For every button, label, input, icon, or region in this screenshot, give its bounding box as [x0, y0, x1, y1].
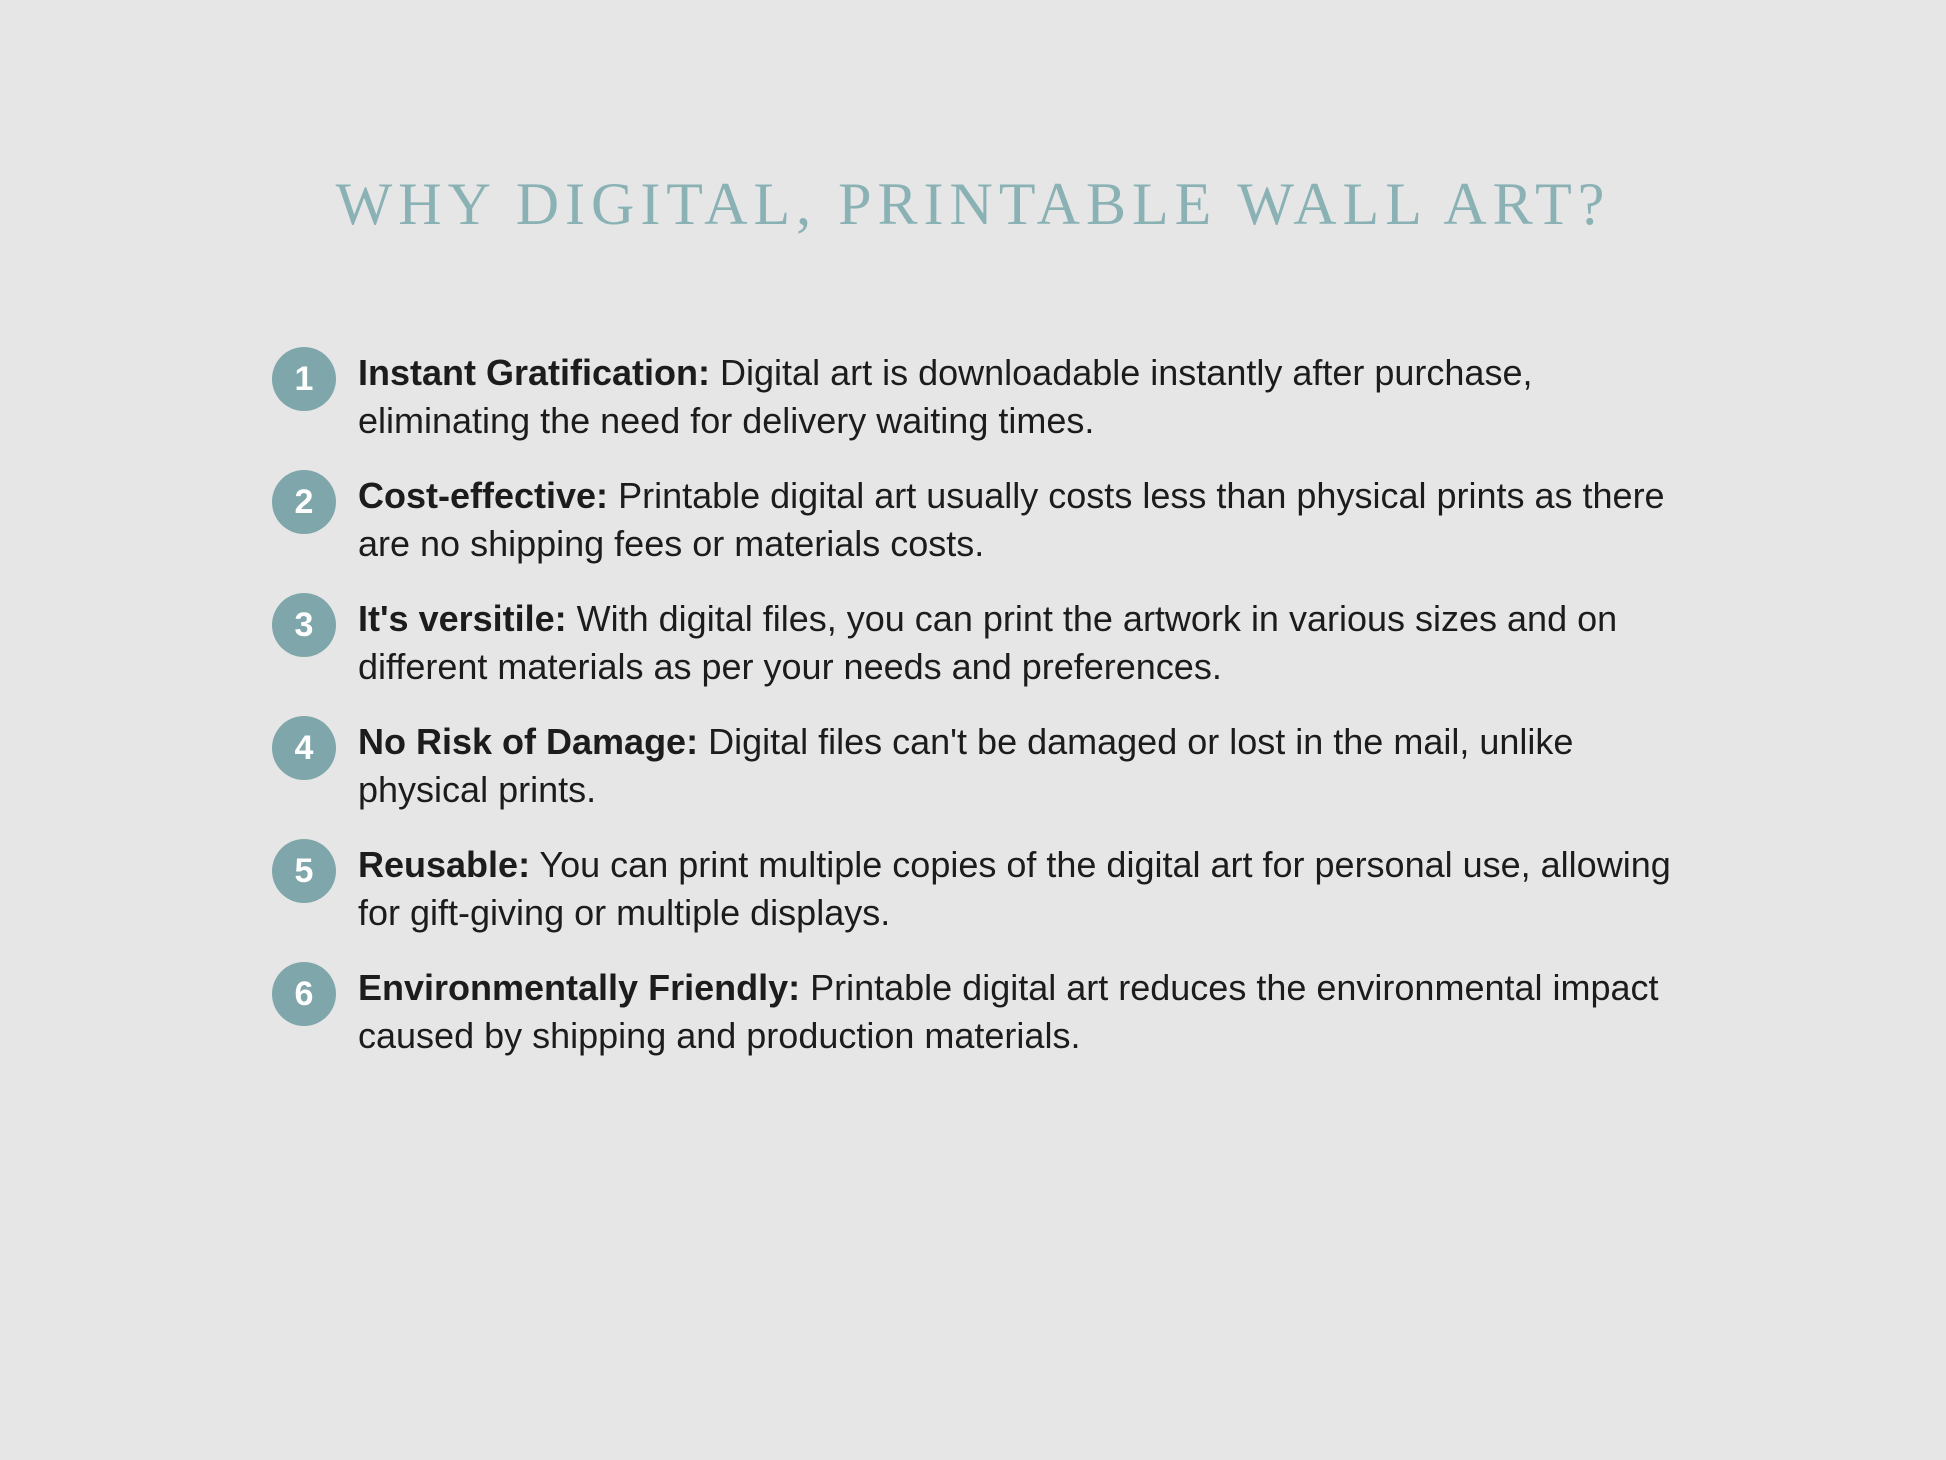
- item-text: [358, 714, 1692, 813]
- item-lead: Reusable:: [358, 844, 531, 886]
- item-body: Digital art is downloadable instantly after purchase, eliminating the need for delivery waiting times.: [358, 352, 1533, 441]
- item-number-badge: 5: [272, 839, 336, 903]
- item-lead: Environmentally Friendly:: [358, 967, 801, 1009]
- list-item: [272, 714, 1692, 813]
- item-lead: No Risk of Damage:: [358, 721, 699, 763]
- item-body: Digital files can't be damaged or lost in the mail, unlike physical prints.: [358, 721, 1574, 810]
- item-body: Printable digital art reduces the environmental impact caused by shipping and production materials.: [358, 967, 1659, 1056]
- item-lead: Instant Gratification:: [358, 352, 711, 393]
- item-body: Printable digital art usually costs less than physical prints as there are no shipping fees or materials costs.: [358, 475, 1665, 564]
- item-number-badge: 2: [272, 470, 336, 534]
- item-text: [358, 468, 1692, 567]
- list-item: [272, 345, 1692, 444]
- item-text: [358, 591, 1692, 690]
- item-body: You can print multiple copies of the digital art for personal use, allowing for gift-giving or multiple displays.: [358, 844, 1671, 933]
- list-item: [272, 468, 1692, 567]
- list-item: [272, 837, 1692, 936]
- list-item: [272, 960, 1692, 1059]
- benefits-list: [272, 345, 1692, 1083]
- page-title: WHY DIGITAL, PRINTABLE WALL ART?: [335, 171, 1611, 237]
- item-text: [358, 345, 1692, 444]
- item-lead: It's versitile:: [358, 598, 567, 640]
- item-number-badge: 3: [272, 593, 336, 657]
- item-text: [358, 837, 1692, 936]
- item-body: With digital files, you can print the artwork in various sizes and on different materials as per your needs and preferences.: [358, 598, 1618, 687]
- item-text: [358, 960, 1692, 1059]
- item-number-badge: 4: [272, 716, 336, 780]
- item-lead: Cost-effective:: [358, 475, 609, 517]
- item-number-badge: 1: [272, 347, 336, 411]
- list-item: [272, 591, 1692, 690]
- item-number-badge: 6: [272, 962, 336, 1026]
